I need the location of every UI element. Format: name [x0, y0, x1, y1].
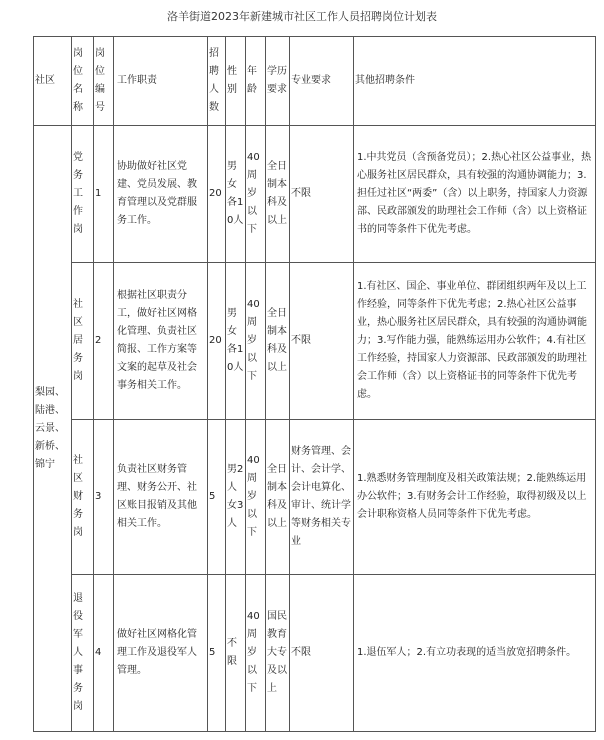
community-names-cell: 梨园、陆港、云景、新桥、锦宁: [34, 126, 72, 732]
header-other: 其他招聘条件: [354, 37, 596, 126]
table-header-row: [34, 37, 596, 126]
gender-cell: 不限: [226, 575, 246, 732]
count-cell: 20: [208, 263, 226, 420]
table-row: [34, 263, 596, 420]
age-cell: 40周岁以下: [246, 126, 266, 263]
position-name-cell: 退役军人事务岗: [72, 575, 94, 732]
age-cell: 40周岁以下: [246, 263, 266, 420]
table-row: [34, 126, 596, 263]
position-code-cell: 4: [94, 575, 114, 732]
header-count: 招聘人数: [208, 37, 226, 126]
header-age: 年龄: [246, 37, 266, 126]
position-name-cell: 社区财务岗: [72, 420, 94, 575]
duties-cell: 协助做好社区党建、党员发展、教育管理以及党群服务工作。: [114, 126, 208, 263]
major-cell: 不限: [290, 263, 354, 420]
position-name-cell: 社区居务岗: [72, 263, 94, 420]
position-code-cell: 2: [94, 263, 114, 420]
duties-cell: 负责社区财务管理、财务公开、社区账目报销及其他相关工作。: [114, 420, 208, 575]
major-cell: 不限: [290, 575, 354, 732]
education-cell: 全日制本科及以上: [266, 126, 290, 263]
header-position-code: 岗位编号: [94, 37, 114, 126]
education-cell: 国民教育大专及以上: [266, 575, 290, 732]
header-gender: 性别: [226, 37, 246, 126]
page-title: 洛羊街道2023年新建城市社区工作人员招聘岗位计划表: [167, 10, 437, 23]
gender-cell: 男女各10人: [226, 126, 246, 263]
education-cell: 全日制本科及以上: [266, 420, 290, 575]
duties-cell: 做好社区网格化管理工作及退役军人管理。: [114, 575, 208, 732]
duties-cell: 根据社区职责分工，做好社区网格化管理、负责社区简报、工作方案等文案的起草及社会事务相关工作。: [114, 263, 208, 420]
recruitment-plan-table: [33, 36, 596, 732]
header-community: 社区: [34, 37, 72, 126]
age-cell: 40周岁以下: [246, 575, 266, 732]
gender-cell: 男女各10人: [226, 263, 246, 420]
count-cell: 5: [208, 420, 226, 575]
major-cell: 不限: [290, 126, 354, 263]
count-cell: 20: [208, 126, 226, 263]
header-education: 学历要求: [266, 37, 290, 126]
table-row: [34, 575, 596, 732]
gender-cell: 男2人女3人: [226, 420, 246, 575]
header-major: 专业要求: [290, 37, 354, 126]
other-conditions-cell: 1.中共党员（含预备党员）；2.热心社区公益事业，热心服务社区居民群众，具有较强的沟通协调能力；3.担任过社区“两委”（含）以上职务，持国家人力资源部、民政部颁发的助理社会工作师（含）以上资格证书的同等条件下优先考虑。: [354, 126, 596, 263]
count-cell: 5: [208, 575, 226, 732]
age-cell: 40周岁以下: [246, 420, 266, 575]
header-duties: 工作职责: [114, 37, 208, 126]
position-code-cell: 3: [94, 420, 114, 575]
education-cell: 全日制本科及以上: [266, 263, 290, 420]
major-cell: 财务管理、会计、会计学、会计电算化、审计、统计学等财务相关专业: [290, 420, 354, 575]
other-conditions-cell: 1.退伍军人；2.有立功表现的适当放宽招聘条件。: [354, 575, 596, 732]
header-position-name: 岗位名称: [72, 37, 94, 126]
other-conditions-cell: 1.有社区、国企、事业单位、群团组织两年及以上工作经验，同等条件下优先考虑；2.热心社区公益事业，热心服务社区居民群众，具有较强的沟通协调能力；3.写作能力强，能熟练运用办公软件；4.有社区工作经验，持国家人力资源部、民政部颁发的助理社会工作师（含）以上资格证书的同等条件下优先考虑。: [354, 263, 596, 420]
table-row: [34, 420, 596, 575]
position-code-cell: 1: [94, 126, 114, 263]
position-name-cell: 党务工作岗: [72, 126, 94, 263]
other-conditions-cell: 1.熟悉财务管理制度及相关政策法规；2.能熟练运用办公软件；3.有财务会计工作经验，取得初级及以上会计职称资格人员同等条件下优先考虑。: [354, 420, 596, 575]
